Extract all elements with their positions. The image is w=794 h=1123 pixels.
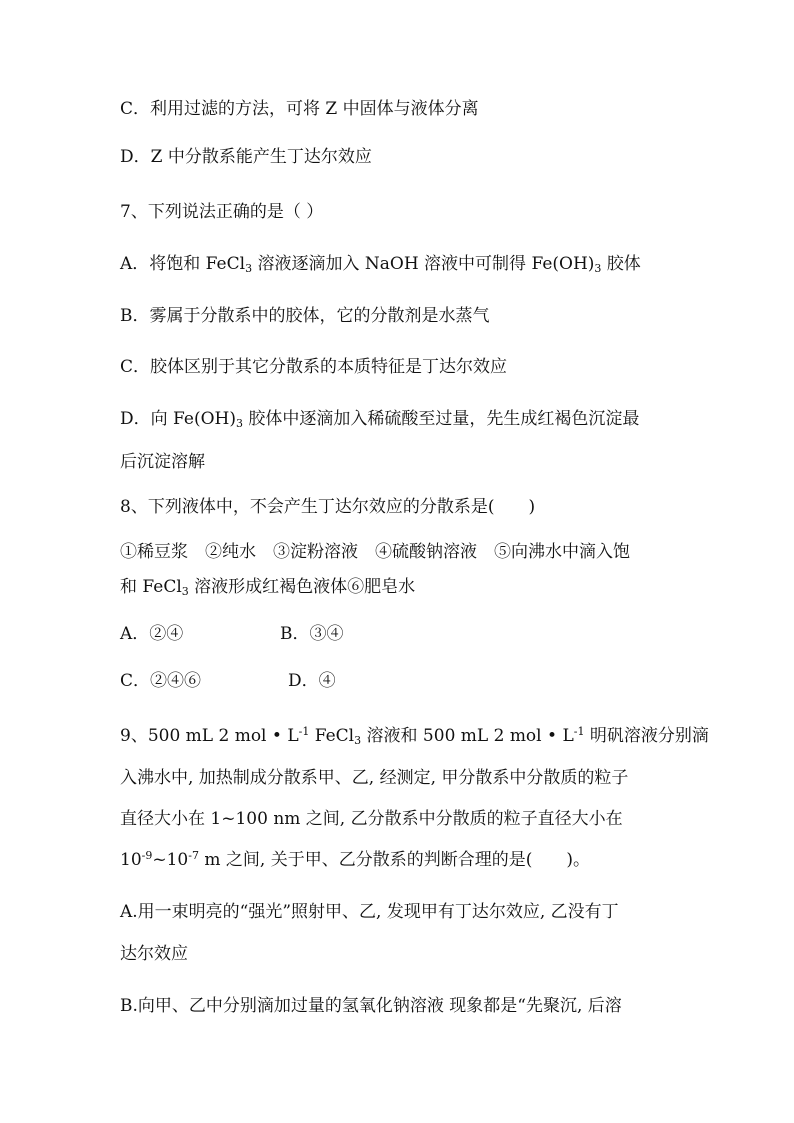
q7-a-text-2: 溶液逐滴加入 NaOH 溶液中可制得 Fe(OH) bbox=[252, 254, 595, 274]
q9-line-2: 入沸水中, 加热制成分散系甲、乙, 经测定, 甲分散系中分散质的粒子 bbox=[120, 768, 629, 788]
q8-items-text-1: 和 FeCl bbox=[120, 577, 182, 597]
q9-l1-text-4: 明矾溶液分别滴 bbox=[584, 726, 709, 746]
q9-option-a-line-1: A.用一束明亮的“强光”照射甲、乙, 发现甲有丁达尔效应, 乙没有丁 bbox=[120, 902, 619, 922]
q8-items-line-2 bbox=[120, 575, 415, 599]
q8-items-line-1: ①稀豆浆 ②纯水 ③淀粉溶液 ④硫酸钠溶液 ⑤向沸水中滴入饱 bbox=[120, 542, 630, 562]
q7-a-subscript-2: 3 bbox=[594, 262, 602, 275]
q7-stem: 7、下列说法正确的是（ ） bbox=[120, 202, 324, 222]
q7-d-text-2: 胶体中逐滴加入稀硫酸至过量，先生成红褐色沉淀最 bbox=[243, 409, 640, 429]
q9-line-3: 直径大小在 1~100 nm 之间, 乙分散系中分散质的粒子直径大小在 bbox=[120, 809, 623, 829]
q8-option-a: A．②④ bbox=[120, 624, 184, 644]
q9-l1-text-1: 9、500 mL 2 mol • L bbox=[120, 726, 299, 746]
q7-d-subscript: 3 bbox=[236, 417, 243, 430]
q9-l1-superscript-2: -1 bbox=[573, 725, 585, 738]
q6-option-d: D．Z 中分散系能产生丁达尔效应 bbox=[120, 147, 372, 167]
q8-items-text-2: 溶液形成红褐色液体⑥肥皂水 bbox=[188, 577, 416, 597]
q7-a-subscript-1: 3 bbox=[245, 262, 253, 275]
q9-option-a-line-2: 达尔效应 bbox=[120, 944, 188, 964]
q9-l1-text-2: FeCl bbox=[309, 726, 355, 746]
q8-option-b: B．③④ bbox=[280, 624, 344, 644]
q7-option-d bbox=[120, 407, 639, 431]
q7-a-text-1: A．将饱和 FeCl bbox=[120, 254, 246, 274]
q8-stem: 8、下列液体中，不会产生丁达尔效应的分散系是( ) bbox=[120, 497, 536, 517]
q9-l4-text-3: m 之间, 关于甲、乙分散系的判断合理的是( )。 bbox=[198, 850, 590, 870]
q9-line-1 bbox=[120, 724, 709, 748]
q6-option-c: C．利用过滤的方法，可将 Z 中固体与液体分离 bbox=[120, 99, 479, 119]
q7-d-text-1: D．向 Fe(OH) bbox=[120, 409, 236, 429]
q9-l1-subscript: 3 bbox=[354, 734, 362, 747]
q7-a-text-3: 胶体 bbox=[601, 254, 641, 274]
q8-option-c: C．②④⑥ bbox=[120, 671, 202, 691]
q8-items-subscript: 3 bbox=[181, 585, 189, 598]
q9-l4-superscript-2: -7 bbox=[188, 849, 199, 862]
q9-l1-text-3: 溶液和 500 mL 2 mol • L bbox=[361, 726, 574, 746]
q9-line-4 bbox=[120, 848, 590, 872]
q7-option-b: B．雾属于分散系中的胶体，它的分散剂是水蒸气 bbox=[120, 306, 490, 326]
q7-option-c: C．胶体区别于其它分散系的本质特征是丁达尔效应 bbox=[120, 357, 508, 377]
q9-l4-text-2: ~10 bbox=[152, 850, 189, 870]
q7-option-a bbox=[120, 252, 641, 276]
q9-option-b-line-1: B.向甲、乙中分别滴加过量的氢氧化钠溶液 现象都是“先聚沉, 后溶 bbox=[120, 996, 622, 1016]
q9-l4-text-1: 10 bbox=[120, 850, 142, 870]
q9-l4-superscript-1: -9 bbox=[141, 849, 153, 862]
q8-option-d: D．④ bbox=[288, 671, 336, 691]
q7-option-d-continued: 后沉淀溶解 bbox=[120, 452, 205, 472]
q9-l1-superscript-1: -1 bbox=[298, 725, 310, 738]
